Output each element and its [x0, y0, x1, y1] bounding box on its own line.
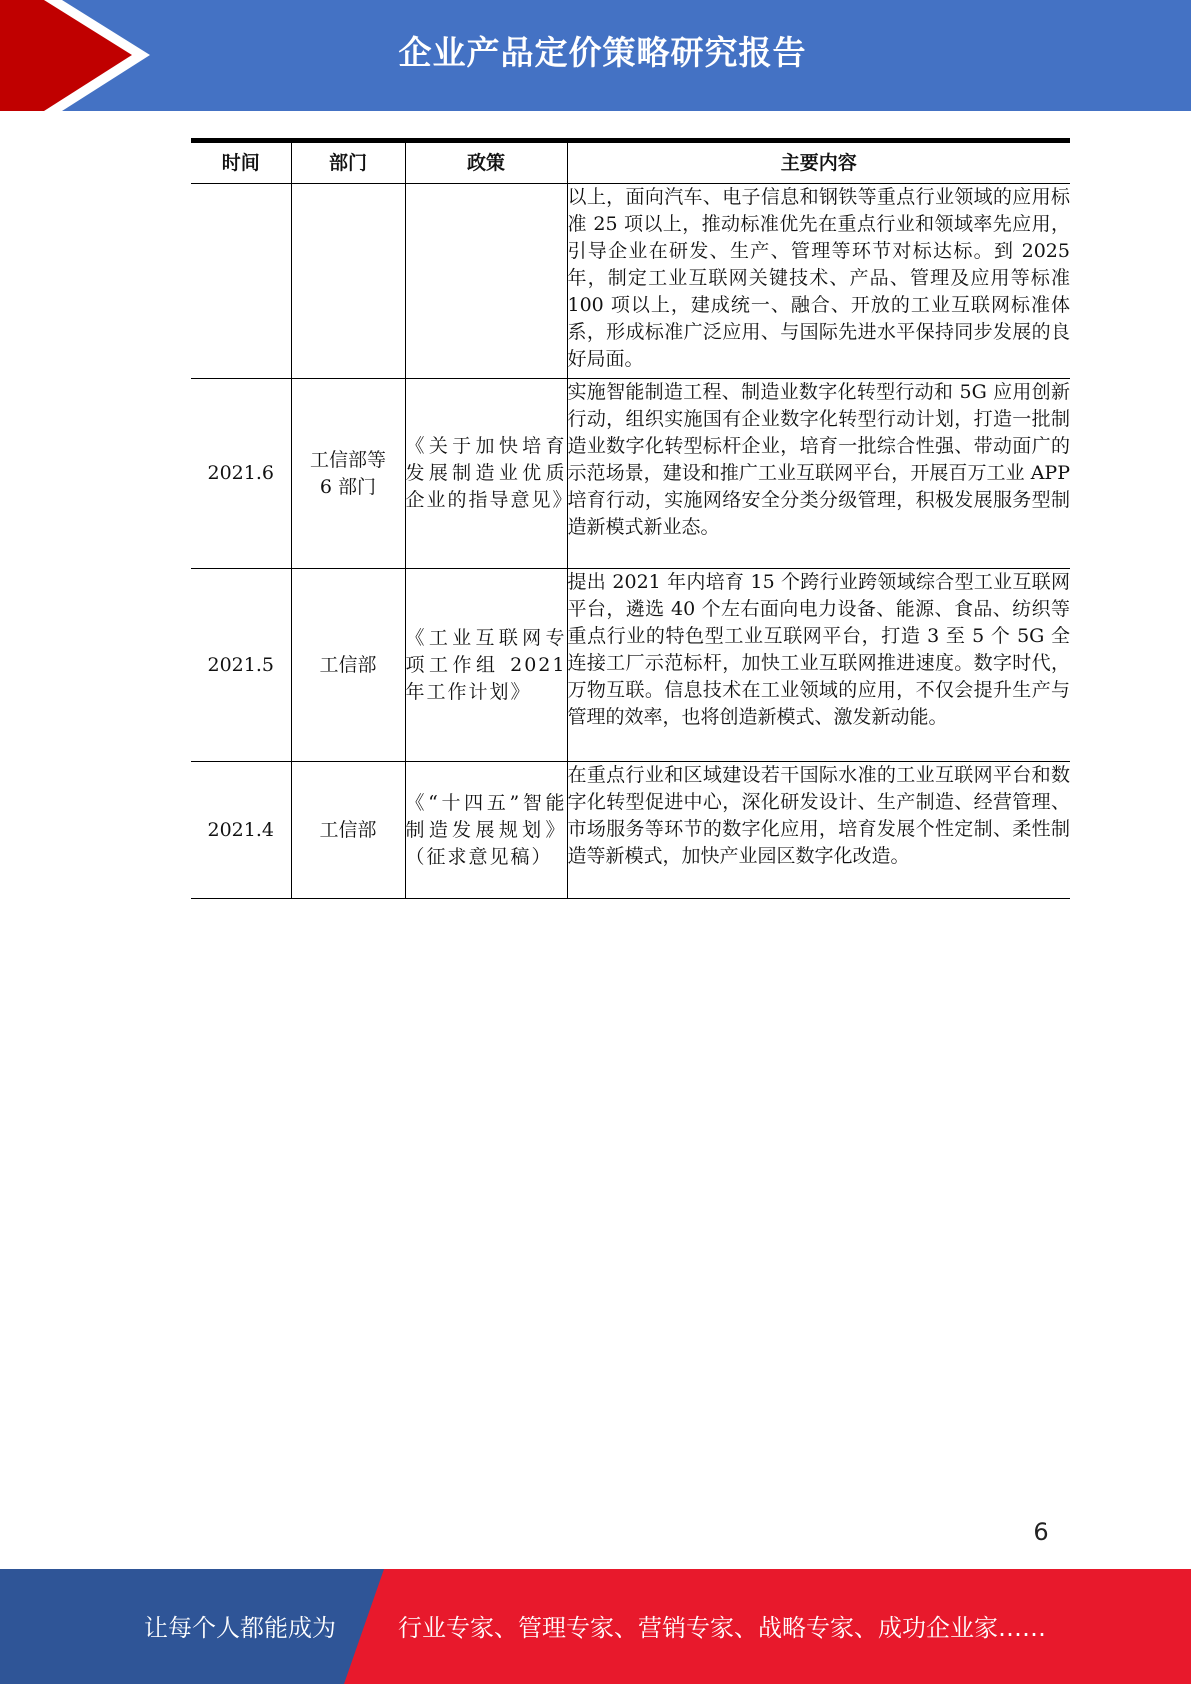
- column-header-department: 部门: [291, 141, 405, 184]
- cell-policy: 《关于加快培育发展制造业优质企业的指导意见》: [405, 379, 567, 569]
- policy-table: [191, 138, 1070, 899]
- report-title: 企业产品定价策略研究报告: [398, 33, 807, 72]
- cell-department: 工信部等 6 部门: [291, 379, 405, 569]
- footer-band: [0, 1569, 1191, 1684]
- cell-policy: 《“十四五”智能制造发展规划》（征求意见稿）: [405, 762, 567, 899]
- cell-department: 工信部: [291, 569, 405, 762]
- cell-content: 在重点行业和区域建设若干国际水准的工业互联网平台和数字化转型促进中心，深化研发设计、生产制造、经营管理、市场服务等环节的数字化应用，培育发展个性定制、柔性制造等新模式，加快产业园区数字化改造。: [567, 762, 1070, 899]
- column-header-content: 主要内容: [567, 141, 1070, 184]
- cell-time: [191, 184, 291, 379]
- cell-content: 实施智能制造工程、制造业数字化转型行动和 5G 应用创新行动，组织实施国有企业数字化转型行动计划，打造一批制造业数字化转型标杆企业，培育一批综合性强、带动面广的示范场景，建设和推广工业互联网平台，开展百万工业 APP 培育行动，实施网络安全分类分级管理，积极发展服务型制造新模式新业态。: [567, 379, 1070, 569]
- table-header-row: [191, 141, 1070, 184]
- cell-department: 工信部: [291, 762, 405, 899]
- cell-policy: [405, 184, 567, 379]
- table-row: [191, 762, 1070, 899]
- footer-slogan-left: 让每个人都能成为: [144, 1614, 336, 1642]
- cell-time: 2021.6: [191, 379, 291, 569]
- table-row: [191, 569, 1070, 762]
- footer-slogan-right: 行业专家、管理专家、营销专家、战略专家、成功企业家……: [398, 1614, 1046, 1642]
- cell-content: 提出 2021 年内培育 15 个跨行业跨领域综合型工业互联网平台，遴选 40 个左右面向电力设备、能源、食品、纺织等重点行业的特色型工业互联网平台，打造 3 至 5 个 5G 全连接工厂示范标杆，加快工业互联网推进速度。数字时代，万物互联。信息技术在工业领域的应用，不仅会提升生产与管理的效率，也将创造新模式、激发新动能。: [567, 569, 1070, 762]
- page-number: 6: [1033, 1518, 1049, 1546]
- column-header-time: 时间: [191, 141, 291, 184]
- cell-policy: 《工业互联网专项工作组 2021 年工作计划》: [405, 569, 567, 762]
- cell-time: 2021.5: [191, 569, 291, 762]
- header-band: [0, 0, 1191, 111]
- cell-time: 2021.4: [191, 762, 291, 899]
- table-row: [191, 379, 1070, 569]
- cell-department: [291, 184, 405, 379]
- column-header-policy: 政策: [405, 141, 567, 184]
- table-row: [191, 184, 1070, 379]
- cell-content: 以上，面向汽车、电子信息和钢铁等重点行业领域的应用标准 25 项以上，推动标准优先在重点行业和领域率先应用，引导企业在研发、生产、管理等环节对标达标。到 2025 年，制定工业互联网关键技术、产品、管理及应用等标准 100 项以上，建成统一、融合、开放的工业互联网标准体系，形成标准广泛应用、与国际先进水平保持同步发展的良好局面。: [567, 184, 1070, 379]
